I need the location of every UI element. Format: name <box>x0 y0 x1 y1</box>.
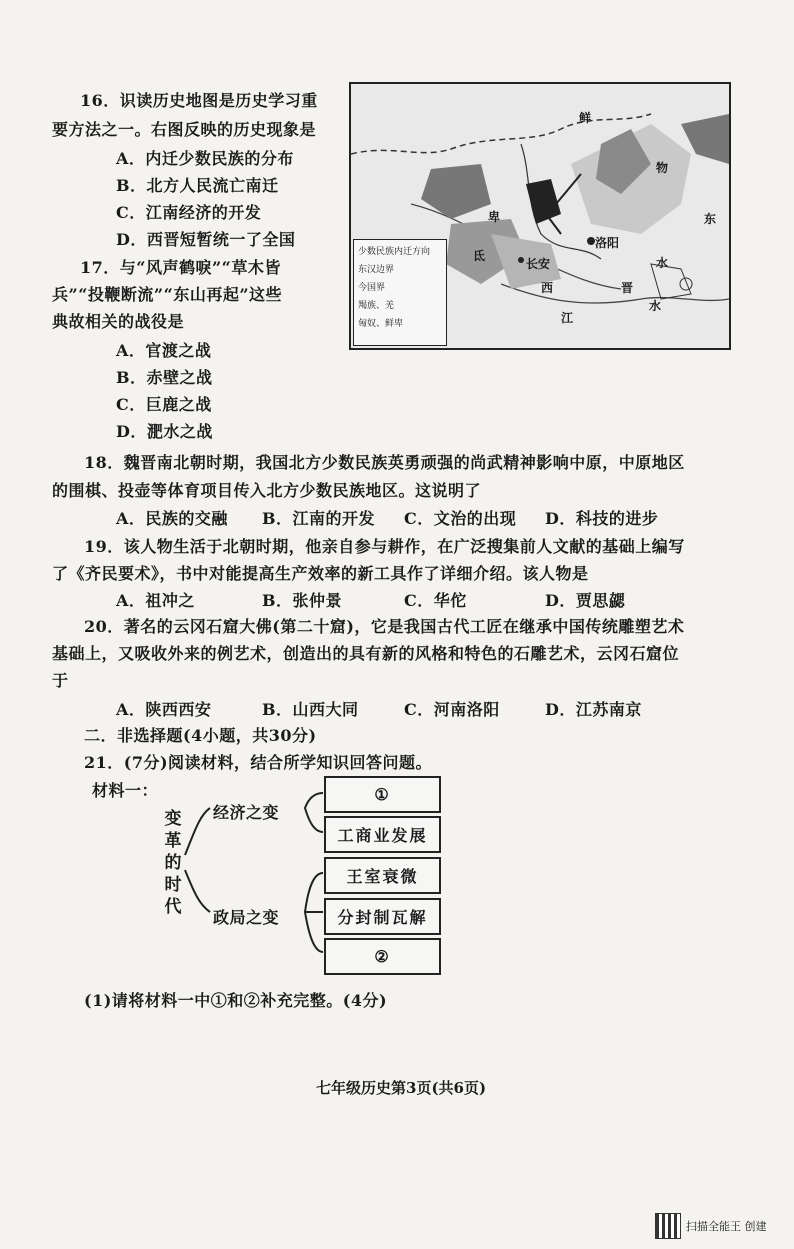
map-label-luoyang: 洛阳 <box>595 236 620 250</box>
q17-option-c: C．巨鹿之战 <box>116 395 212 414</box>
material-one-label: 材料一： <box>92 781 159 800</box>
q16-option-a: A．内迁少数民族的分布 <box>116 149 294 168</box>
legend-item-national-border: 今国界 <box>358 283 386 293</box>
q20-option-a: A．陕西西安 <box>116 700 212 719</box>
q20-stem-line1: 20．著名的云冈石窟大佛(第二十窟)，它是我国古代工匠在继承中国传统雕塑艺术 <box>84 617 685 636</box>
legend-item-xiongnu: 匈奴、鲜卑 <box>358 319 404 329</box>
box-feudal-collapse: 分封制瓦解 <box>324 898 441 935</box>
q17-option-a: A．官渡之战 <box>116 341 212 360</box>
branch-politics: 政局之变 <box>213 908 280 927</box>
q21-intro: 21．(7分)阅读材料，结合所学知识回答问题。 <box>84 753 433 772</box>
q19-stem-line2: 了《齐民要术》，书中对能提高生产效率的新工具作了详细介绍。该人物是 <box>52 564 589 583</box>
q20-option-c: C．河南洛阳 <box>404 700 500 719</box>
q19-option-c: C．华佗 <box>404 591 467 610</box>
legend-item-border: 东汉边界 <box>358 265 395 275</box>
q17-stem-line1: 17．与“风声鹤唳”“草木皆 <box>80 258 281 277</box>
map-label-jiang: 江 <box>561 311 574 325</box>
q16-stem-line1: 16．识读历史地图是历史学习重 <box>80 91 318 110</box>
diagram-root-label: 变革的时代 <box>164 809 182 917</box>
box-royal-decline: 王室衰微 <box>324 857 441 894</box>
q16-option-b: B．北方人民流亡南迁 <box>116 176 279 195</box>
q17-option-b: B．赤壁之战 <box>116 368 213 387</box>
map-label-jin: 晋 <box>621 281 634 295</box>
q18-option-c: C．文治的出现 <box>404 509 517 528</box>
q17-stem-line3: 典故相关的战役是 <box>52 312 185 331</box>
qr-code-icon <box>655 1213 681 1239</box>
page-footer: 七年级历史第3页(共6页) <box>316 1079 487 1097</box>
historical-map <box>349 82 731 350</box>
blank-box-2: ② <box>324 938 441 975</box>
q19-option-a: A．祖冲之 <box>116 591 195 610</box>
q16-stem-line2: 要方法之一。右图反映的历史现象是 <box>52 120 317 139</box>
map-label-wu: 物 <box>656 161 669 175</box>
map-label-bei: 卑 <box>488 210 501 224</box>
map-label-shui2: 水 <box>656 256 669 270</box>
q21-subquestion-1: (1)请将材料一中①和②补充完整。(4分) <box>84 991 388 1010</box>
q18-option-d: D．科技的进步 <box>545 509 659 528</box>
map-label-xi: 西 <box>541 281 554 295</box>
q16-option-c: C．江南经济的开发 <box>116 203 262 222</box>
q18-option-b: B．江南的开发 <box>262 509 376 528</box>
map-legend <box>353 239 447 346</box>
q19-stem-line1: 19．该人物生活于北朝时期，他亲自参与耕作，在广泛搜集前人文献的基础上编写 <box>84 537 685 556</box>
branch-economy: 经济之变 <box>213 803 280 822</box>
q16-option-d: D．西晋短暂统一了全国 <box>116 230 296 249</box>
box-commerce-development: 工商业发展 <box>324 816 441 853</box>
map-label-shui: 水 <box>649 299 662 313</box>
q20-option-b: B．山西大同 <box>262 700 359 719</box>
q20-stem-line3: 于 <box>52 671 69 690</box>
q19-option-b: B．张仲景 <box>262 591 343 610</box>
q18-stem-line2: 的围棋、投壶等体育项目传入北方少数民族地区。这说明了 <box>52 481 482 500</box>
q20-stem-line2: 基础上，又吸收外来的例艺术，创造出的具有新的风格和特色的石雕艺术，云冈石窟位 <box>52 644 680 663</box>
q18-option-a: A．民族的交融 <box>116 509 228 528</box>
map-label-di: 氐 <box>473 249 486 263</box>
scanner-watermark: 扫描全能王 创建 <box>686 1220 767 1233</box>
q17-stem-line2: 兵”“投鞭断流”“东山再起”这些 <box>52 285 283 304</box>
map-label-xian: 鲜 <box>579 111 592 125</box>
map-label-changan: 长安 <box>526 257 551 271</box>
q19-option-d: D．贾思勰 <box>545 591 626 610</box>
q17-option-d: D．淝水之战 <box>116 422 213 441</box>
legend-item-jie-qiang: 羯族、羌 <box>358 301 395 311</box>
section-2-title: 二．非选择题(4小题，共30分) <box>84 726 317 745</box>
blank-box-1: ① <box>324 776 441 813</box>
map-label-dong: 东 <box>704 212 717 226</box>
legend-item-migration: 少数民族内迁方向 <box>358 247 431 257</box>
q20-option-d: D．江苏南京 <box>545 700 642 719</box>
q18-stem-line1: 18．魏晋南北朝时期，我国北方少数民族英勇顽强的尚武精神影响中原，中原地区 <box>84 453 685 472</box>
